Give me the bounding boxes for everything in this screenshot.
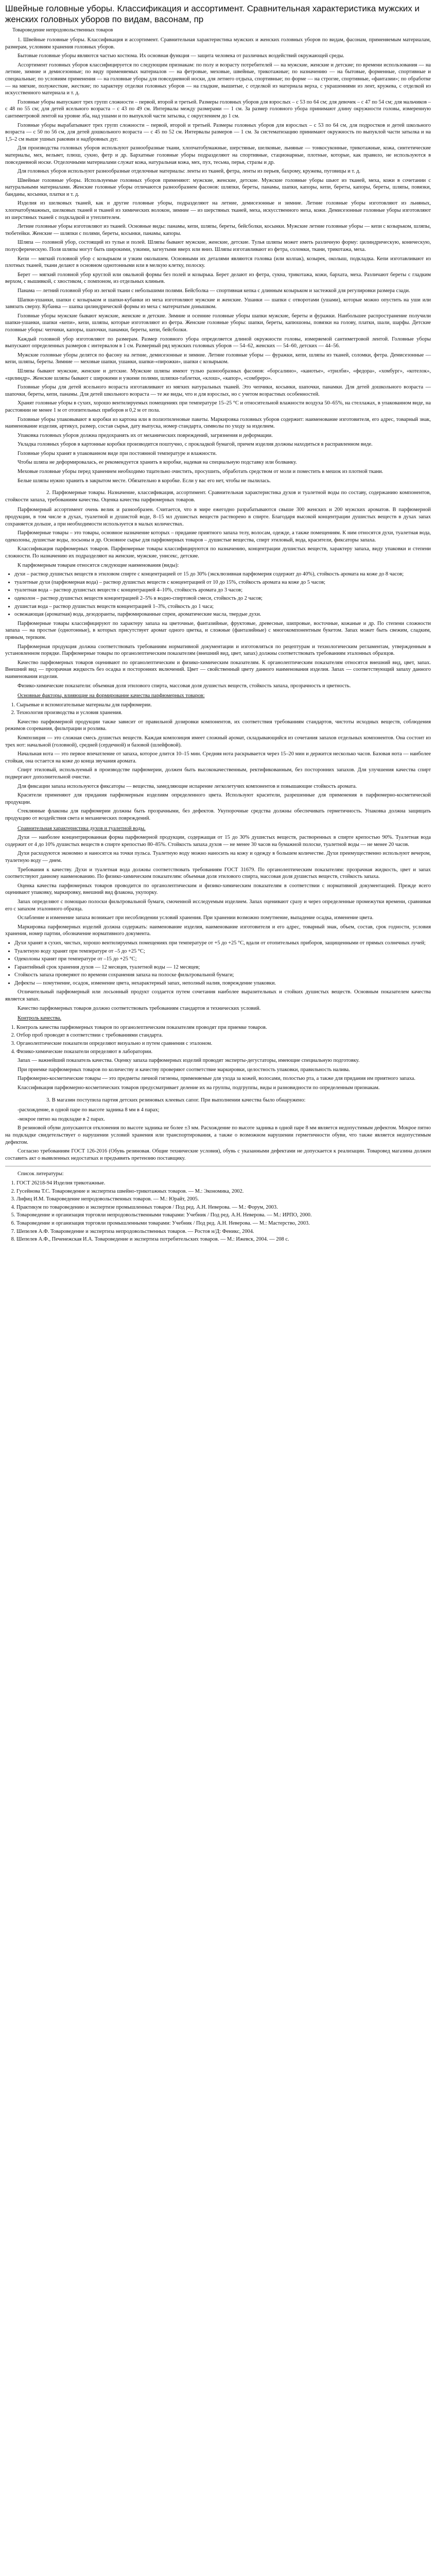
list-item: • Дефекты — помутнение, осадок, изменение цвета, нехарактерный запах, неполный налив, повреждение упаковки. <box>14 980 431 987</box>
paragraph: Физико-химические показатели: объемная доля этилового спирта, массовая доля душистых веществ, стойкость запаха, прозрачность и цветность. <box>18 683 351 689</box>
paragraph: Классификация парфюмерных товаров. Парфюмерные товары классифицируются по назначению, концентрации душистых веществ, характеру запаха, виду упаковки и степени сложности. По назначению их подразделяют на женские, мужские, унисекс, детские. <box>5 546 431 559</box>
paragraph: Ослабление и изменение запаха возникает при несоблюдении условий хранения. При хранении возможно помутнение, выпадение осадка, изменение цвета. <box>18 915 374 921</box>
paragraph: -мокрое пятно на подкладке в 2 парах. <box>18 1116 105 1122</box>
paragraph: Белые шляпы нужно хранить в закрытом месте. Обязательно в коробке. Если у вас его нет, чтобы не пылилась. <box>18 478 271 484</box>
paragraph: Бытовые головные уборы являются частью костюма. Их основная функция — защита человека от различных воздействий окружающей среды. <box>18 53 344 59</box>
list-item: 4. Практикум по товароведению и экспертизе промышленных товаров / Под ред. А.Н. Неверова. — М.: Форум, 2003. <box>16 1204 431 1211</box>
paragraph: Качество парфюмерных товаров должно соответствовать требованиям стандартов и технических условий. <box>18 1005 261 1011</box>
paragraph: Парфюмерные товары – это товары, основное назначение которых – придание приятного запаха телу, волосам, одежде, а также помещениям. К ним относятся духи, туалетная вода, одеколоны, душистые воды, лосьоны и др. Основное сырье для парфюмерных товаров – душистые вещества, спирт этиловый, вода, красители, фиксаторы запаха. <box>5 530 431 543</box>
paragraph: Духи — наиболее концентрированная форма парфюмерной продукции, содержащая от 15 до 30% душистых веществ, растворенных в спирте крепостью 90%. Туалетная вода содержит от 4 до 10% душистых веществ в спирте крепостью 80–85%. Стойкость запаха духов — не менее 30 часов на бумажной полоске, туалетной воды — не менее 20 часов. <box>5 835 431 848</box>
list-item: 5. Товароведение и организация торговли непродовольственными товарами: Учебник / Под ред. А.Н. Неверова. — М.: ИРПО, 2000. <box>16 1212 431 1219</box>
paragraph: Головные уборы мужские бывают мужские, женские и детские. Зимние и осенние головные уборы шапки мужские, береты и фуражки. Наибольшее распространение получили шапки-ушанки, шапки «кепи», кепи, шляпы, которые изготовляют из фетра. Женские головные уборы: шапки, береты, капюшоны, повязки на голову, платки, шали, шарфы. Детские головные уборы: чепчики, капоры, шапочки, панамки, береты, кепи, бейсболки. <box>5 313 431 333</box>
paragraph: Стеклянные флаконы для парфюмерии должны быть прозрачными, без дефектов. Укупорочные средства должны обеспечивать герметичность. Упаковка должна защищать продукцию от воздействия света и механических повреждений. <box>5 808 431 821</box>
list-item: • Одеколоны хранят при температуре от –15 до +25 °С; <box>14 956 431 963</box>
list-item: • Гарантийный срок хранения духов — 12 месяцев, туалетной воды — 12 месяцев; <box>14 964 431 971</box>
list-item: • освежающая (ароматная) вода, дезодоранты, парфюмированные спреи, ароматические масла, твердые духи. <box>14 611 431 618</box>
paragraph: Маркировка парфюмерных изделий должна содержать: наименование изделия, наименование изготовителя и его адрес, товарный знак, объем, состав, срок годности, условия хранения, номер партии, обозначение нормативного документа. <box>5 924 431 937</box>
document-title: Швейные головные уборы. Классификация и ассортимент. Сравнительная характеристика мужских и женских головных уборов по видам, васонам, пр <box>5 4 420 24</box>
list-item: • Стойкость запаха проверяют по времени сохранения запаха на полоске фильтровальной бумаги; <box>14 972 431 979</box>
paragraph: Шляпа — головной убор, состоящий из тульи и полей. Шляпы бывают мужские, женские, детские. Тулья шляпы может иметь различную форму: цилиндрическую, коническую, полусферическую. Поля шляпы могут быть широкими, узкими, загнутыми вверх или вниз. Шляпы изготавливают из фетра, соломки, ткани, трикотажа, меха. <box>5 240 431 253</box>
numbered-list <box>5 1024 431 1055</box>
section-heading: Основные факторы, влияющие на формирование качества парфюмерных товаров: <box>18 693 205 699</box>
paragraph: Головные уборы для детей ясельного возраста изготавливают из мягких натуральных тканей. Это чепчики, косынки, шапочки, панамки. Для детей дошкольного возраста — шапочки, береты, кепи, панамы. Для детей школьного возраста — те же виды, что и для взрослых, но с учетом возрастных особенностей. <box>5 384 431 397</box>
list-item: • Духи хранят в сухих, чистых, хорошо вентилируемых помещениях при температуре от +5 до +25 °С, вдали от отопительных приборов, защищенными от прямых солнечных лучей; <box>14 940 431 947</box>
paragraph: Спирт этиловый, используемый в производстве парфюмерии, должен быть высококачественным, ректификованным, без посторонних запахов. Для улучшения качества спирт подвергают дополнительной очистке. <box>5 767 431 781</box>
document-body <box>5 37 431 1243</box>
paragraph: Парфюмерная продукция должна соответствовать требованиям нормативной документации и изготовляться по рецептурам и технологическим регламентам, утвержденным в установленном порядке. Парфюмерные товары по органолептическим показателям (внешний вид, цвет, запах) должны соответствовать требованиям эталонных образцов. <box>5 643 431 657</box>
paragraph: Отличительный парфюмерный или лосьонный продукт создается путем сочетания наиболее выразительных и стойких душистых веществ. Основным показателем качества является запах. <box>5 989 431 1003</box>
paragraph: Для фиксации запаха используются фиксаторы — вещества, замедляющие испарение легколетучих компонентов и повышающие стойкость аромата. <box>18 783 357 789</box>
paragraph: Парфюмерные товары классифицируют по характеру запаха на цветочные, фантазийные, фруктовые, древесные, шипровые, восточные, кожаные и др. По степени сложности запаха — на простые (однотонные), в которых присутствует аромат одного цветка, и сложные (фантазийные) с многокомпонентным букетом. Запах может быть свежим, сладким, пряным, терпким. <box>5 620 431 640</box>
paragraph: Для головных уборов используют разнообразные отделочные материалы: ленты из тканей, фетра, ленты из перьев, бахрому, кружева, пуговицы и т. д. <box>18 168 361 175</box>
paragraph: Парфюмерно-косметические товары — это предметы личной гигиены, применяемые для ухода за кожей, волосами, полостью рта, а также для придания им приятного запаха. <box>18 1076 415 1082</box>
list-item: 2. Гусейнова Т.С. Товароведение и экспертиза швейно-трикотажных товаров. — М.: Экономика, 2002. <box>16 1188 431 1195</box>
list-item: • туалетная вода – раствор душистых веществ с концентрацией 4–10%, стойкость аромата до 3 часов; <box>14 587 431 594</box>
numbered-list <box>5 702 431 717</box>
paragraph: Парфюмерный ассортимент очень велик и разнообразен. Считается, что в мире ежегодно разрабатываются свыше 300 женских и 200 мужских ароматов. В парфюмерной продукции, в том числе в духах, туалетной и душистой воде, 8–15 мл душистых веществ растворено в спирте. Благодаря высокой концентрации душистых веществ в духах запах сохраняется дольше, а при необходимости используется в малых количествах. <box>5 507 431 527</box>
paragraph: Запах — важнейший показатель качества. Оценку запаха парфюмерных изделий проводят эксперты-дегустаторы, имеющие специальную подготовку. <box>18 1058 360 1064</box>
paragraph: Композиция — это сложная смесь душистых веществ. Каждая композиция имеет сложный аромат, складывающийся из сочетания запахов отдельных компонентов. Она состоит из трех нот: начальной (головной), средней (сердечной) и базовой (шлейфовой). <box>5 735 431 748</box>
paragraph: Чтобы шляпа не деформировалась, ее рекомендуется хранить в коробке, надевая на специальную подставку или болванку. <box>18 460 297 466</box>
document-page <box>0 0 436 1256</box>
list-item: 2. Отбор проб проводят в соответствии с требованиями стандарта. <box>16 1032 431 1039</box>
list-item: • душистая вода – раствор душистых веществ концентрацией 1–3%, стойкость до 1 часа; <box>14 603 431 611</box>
list-item: 6. Товароведение и организация торговли промышленными товарами: Учебник / Под ред. А.Н. Неверова. — М.: Мастерство, 2003. <box>16 1220 431 1227</box>
list-item: 2. Технология производства и условия хранения. <box>16 709 431 717</box>
paragraph: Шапки-ушанки, шапки с козырьком и шапки-кубанки из меха изготовляют мужские и женские. Ушанки — шапки с отворотами (ушами), которые можно опустить на уши или завязать сверху. Кубанка — шапка цилиндрической формы из меха с матерчатым донышком. <box>5 297 431 310</box>
paragraph: Упаковка головных уборов должна предохранять их от механических повреждений, загрязнения и деформации. <box>18 432 273 438</box>
document-subtitle: Товароведение непродовольственных товаров <box>12 27 113 33</box>
list-item: 8. Шепелев А.Ф., Печенежская И.А. Товароведение и экспертиза потребительских товаров. — М.: Ижевск, 2004. — 208 с. <box>16 1236 431 1243</box>
paragraph: В резиновой обуви допускаются отклонения по высоте задника не более ±3 мм. Расхождение по высоте задника в одной паре 8 мм является недопустимым дефектом. Мокрое пятно на подкладке свидетельствует о нарушении условий хранения или транспортирования, а также о возможном нарушении герметичности обуви, что также является недопустимым дефектом. <box>5 1125 431 1145</box>
paragraph: К парфюмерным товарам относятся следующие наименования (виды): <box>18 562 179 568</box>
list-item: • Туалетную воду хранят при температуре от –5 до +25 °С; <box>14 948 431 955</box>
list-item: 3. Лифиц И.М. Товароведение непродовольственных товаров. — М.: Юрайт, 2005. <box>16 1196 431 1203</box>
paragraph: Головные уборы вырабатывают трех групп сложности – первой, второй и третьей. Размеры головных уборов для взрослых – с 53 по 64 см, для подростков и детей школьного возраста — с 50 по 56 см, для детей дошкольного возраста — с 45 по 52 см. Интервалы размеров — 1 см. За систематизацию принимают окружность по выпуклой части затылка и на 1,5–2 см выше ушных раковин и надбровных дуг. <box>5 122 431 142</box>
list-item: • туалетные духи (парфюмерная вода) – раствор душистых веществ с концентрацией от 10 до 15%, стойкость аромата на коже до 5 часов; <box>14 579 431 586</box>
paragraph: Духи расходуются экономно и наносятся на точки пульса. Туалетную воду можно наносить на кожу и одежду в большем количестве. Духи преимущественно используют вечером, туалетную воду — днем. <box>5 851 431 863</box>
list-item: 1. ГОСТ 26218-94 Изделия трикотажные. <box>16 1180 431 1187</box>
paragraph: Мужские головные уборы делятся по фасону на летние, демисезонные и зимние. Летние головные уборы — фуражки, кепи, шляпы из тканей, соломки, фетра. Демисезонные — кепи, шляпы, береты. Зимние — меховые шапки, ушанки, шапки-«пирожки», шапки с козырьком. <box>5 352 431 365</box>
paragraph: Список литературы: <box>18 1171 64 1177</box>
paragraph: Для производства головных уборов используют разнообразные ткани, хлопчатобумажные, шерстяные, шелковые, льняные — тонкосуконные, трикотажные, кожа, синтетические материалы, мех, вельвет, плюш, сукно, фетр и др. Бархатные головные уборы подразделяют на спортивные, стационарные, плотные, которые, как правило, не используются в повседневной носке. Отделочными материалами служат кожа, натуральная кожа, мех, пух, тесьма, перья, стразы и др. <box>5 145 431 165</box>
list-item: 3. Органолептические показатели определяют визуально и путем сравнения с эталоном. <box>16 1040 431 1047</box>
list-item: 4. Физико-химические показатели определяют в лаборатории. <box>16 1048 431 1056</box>
paragraph: Качество парфюмерных товаров оценивают по органолептическим и физико-химическим показателям. К органолептическим показателям относятся внешний вид, цвет, запах. Внешний вид — прозрачная жидкость без осадка и посторонних включений. Цвет — свойственный цвету данного наименования изделия. Запах — соответствующий запаху данного наименования изделия. <box>5 659 431 680</box>
paragraph: Кепи — мягкий головной убор с козырьком и узким околышем. Основными их деталями являются головка (или колпак), козырек, околыш, подкладка. Кепи изготавливают из плотных тканей, ткани делают в основном однотонными или в мелкую клетку, полоску. <box>5 256 431 269</box>
paragraph: Изделия из шелковых тканей, как и другие головные уборы, подразделяют на летние, демисезонные и зимние. Летние головные уборы изготовляют из льняных, хлопчатобумажных, шелковых тканей и тканей из химических волокон, зимние — из шерстяных тканей, меха, искусственного меха, кожи. Демисезонные головные уборы изготовляют из шерстяных тканей с подкладкой и утеплителем. <box>5 200 431 221</box>
paragraph: Летние головные уборы изготовляют из тканей. Основные виды: панамы, кепи, шляпы, береты, бейсболки, косынки. Мужские летние головные уборы — кепи с козырьком, шляпы, тюбетейки. Женские — шляпки с полями, береты, косынки, панамы, капоры. <box>5 224 431 236</box>
list-item: • одеколон – раствор душистых веществ концентрацией 2–5% в водно-спиртовой смеси, стойкость до 2 часов; <box>14 595 431 602</box>
section-heading: 3. В магазин поступила партия детских резиновых клеевых сапог. При выполнении качества было обнаружено: <box>46 1097 306 1103</box>
paragraph: Каждый головной убор изготовляют по размерам. Размер головного убора определяется длиной окружности головы, измеряемой сантиметровой лентой. Головные уборы выпускают определенных размеров с интервалом в 1 см. Размерный ряд мужских головных уборов — 54–62, женских — 54–60, детских — 44–56. <box>5 336 431 349</box>
paragraph: -расхождение, в одной паре по высоте задника 8 мм в 4 парах; <box>18 1107 160 1113</box>
paragraph: Панама — летний головной убор из легкой ткани с небольшими полями. Бейсболка — спортивная кепка с длинным козырьком и застежкой для регулировки размера сзади. <box>18 288 410 294</box>
paragraph: Оценка качества парфюмерных товаров проводится по органолептическим и физико-химическим показателям в соответствии с нормативной документацией. Прежде всего оценивают упаковку, маркировку, внешний вид флакона, укупорку. <box>5 883 431 896</box>
list-item: 7. Шепелев А.Ф. Товароведение и экспертиза непродовольственных товаров. — Ростов н/Д: Феникс, 2004. <box>16 1228 431 1235</box>
section-heading: Контроль качества. <box>18 1015 61 1022</box>
paragraph: Хранят головные уборы в сухих, хорошо вентилируемых помещениях при температуре 15–25 °С и относительной влажности воздуха 50–65%, на стеллажах, в упакованном виде, на расстоянии не менее 1 м от отопительных приборов и 0,2 м от пола. <box>5 400 431 413</box>
paragraph: Головные уборы упаковывают в коробки из картона или в полиэтиленовые пакеты. Маркировка головных уборов содержит: наименование изготовителя, его адрес, товарный знак, наименование изделия, артикул, размер, состав сырья, дату выпуска, номер стандарта, символы по уходу за изделием. <box>5 416 431 430</box>
bullet-list <box>5 571 431 618</box>
bullet-list <box>5 940 431 987</box>
list-item: 1. Сырьевые и вспомогательные материалы для парфюмерии. <box>16 702 431 709</box>
paragraph: Качество парфюмерной продукции также зависит от правильной дозировки компонентов, их соответствия требованиям стандартов, чистоты исходных веществ, соблюдения режимов созревания, фильтрации и розлива. <box>5 719 431 732</box>
section-heading: Сравнительная характеристика духов и туалетной воды. <box>18 825 146 832</box>
paragraph: Красители применяют для придания парфюмерным изделиям определенного цвета. Используют красители, разрешенные для применения в парфюмерно-косметической продукции. <box>5 792 431 805</box>
paragraph: Берет — мягкий головной убор круглой или овальной формы без полей и козырька. Берет делают из фетра, сукна, трикотажа, кожи, бархата, меха. Различают береты с гладким верхом, с вышивкой, с хвостиком, с помпоном, из отдельных клиньев. <box>5 272 431 285</box>
paragraph: Классификация парфюмерно-косметических товаров предусматривает деление их на группы, подгруппы, виды и разновидности по определенным признакам. <box>18 1085 380 1091</box>
section-heading: 2. Парфюмерные товары. Назначение, классификация, ассортимент. Сравнительная характеристика духов и туалетной воды по составу, содержанию компонентов, стойкости запаха, требованиям качества. Оценка качества парфюмерных товаров. <box>5 490 431 503</box>
paragraph: Согласно требованиям ГОСТ 126-2016 (Обувь резиновая. Общие технические условия), обувь с указанными дефектами не допускается к реализации. Товаровед магазина должен составить акт о выявленных недостатках и предъявить претензию поставщику. <box>5 1148 431 1161</box>
paragraph: Ассортимент головных уборов классифицируется по следующим признакам: по полу и возрасту потребителей — на мужские, женские и детские; по времени использования — на летние, зимние и демисезонные; по виду применяемых материалов — на фетровые, меховые, швейные, трикотажные; по назначению — на бытовые, форменные, спортивные и специальные; по условиям применения — на головные уборы для повседневной носки, для летнего отдыха, спортивные; по форме — на строгие, спортивные, «фантазии»; по обработке — на мягкие, полужесткие, жесткие; по характеру отделки головных уборов — на гладкие, вышитые, с отделкой из материала верха, с украшениями из лент, кружева, с отделкой из искусственного материала и т. д. <box>5 62 431 96</box>
numbered-list <box>5 1180 431 1243</box>
paragraph: Шляпы бывают мужские, женские и детские. Мужские шляпы имеют тулью разнообразных фасонов: «борсалино», «канотье», «трилби», «федора», «хомбург», «котелок», «цилиндр». Женские шляпы бывают с широкими и узкими полями, шляпки-таблетки, «клош», «капор», «сомбреро». <box>5 368 431 381</box>
list-item: • духи – раствор душистых веществ в этиловом спирте с концентрацией от 15 до 30% (эксклюзивная парфюмерия содержит до 40%), стойкость аромата на коже до 8 часов; <box>14 571 431 578</box>
list-item: 1. Контроль качества парфюмерных товаров по органолептическим показателям проводят при приемке товаров. <box>16 1024 431 1031</box>
paragraph: Швейные головные уборы. Используемые головных уборов применяют: мужские, женские, детские. Мужские головные уборы шьют из тканей, меха, кожи в сочетании с натуральными материалами. Женские головные уборы отличаются разнообразием фасонов: шляпки, береты, панамы, шапки, капоры, кепи, береты, капоры, береты, шляпы, повязки, банданы, косынки, платки и т. д. <box>5 177 431 197</box>
paragraph: Начальная нота — это первое впечатление от запаха, которое длится 10–15 мин. Средняя нота раскрывается через 15–20 мин и держится несколько часов. Базовая нота — наиболее стойкая, она остается на коже до конца звучания аромата. <box>5 751 431 764</box>
paragraph: Головные уборы выпускают трех групп сложности – первой, второй и третьей. Размеры головных уборов для взрослых – с 53 по 64 см; для девочек – с 47 по 54 см; для мальчиков – с 48 по 55 см; для детей ясельного возраста – с 43 по 49 см. Интервалы между размерами — 1 см. За размер головного убора принимают длину окружности головы, измеренную сантиметровой лентой на уровне лба, над ушами и по выпуклой части затылка, с округлением до 1 см. <box>5 99 431 119</box>
paragraph: При приемке парфюмерных товаров по количеству и качеству проверяют соответствие маркировки, целостность упаковки, правильность налива. <box>18 1066 350 1073</box>
paragraph: 1. Швейные головные уборы. Классификация и ассортимент. Сравнительная характеристика мужских и женских головных уборов по видам, фасонам, применяемым материалам, размерам, условиям хранения головных уборов. <box>5 37 431 50</box>
paragraph: Меховые головные уборы перед хранением необходимо тщательно очистить, просушить, обработать средством от моли и поместить в мешок из плотной ткани. <box>18 469 383 475</box>
paragraph: Головные уборы хранят в упакованном виде при постоянной температуре и влажности. <box>18 450 217 456</box>
paragraph: Укладка головных уборов в картонные коробки производится поштучно, с прокладкой бумагой, причем изделия должны находиться в расправленном виде. <box>18 442 373 448</box>
paragraph: Запах определяют с помощью полоски фильтровальной бумаги, смоченной исследуемым изделием. Запах оценивают сразу и через определенные промежутки времени, сравнивая его с запахом эталонного образца. <box>5 899 431 912</box>
paragraph: Требования к качеству. Духи и туалетная вода должны соответствовать требованиям ГОСТ 31679. По органолептическим показателям: прозрачная жидкость, цвет и запах соответствуют данному наименованию. По физико-химическим показателям: объемная доля этилового спирта, массовая доля душистых веществ, стойкость запаха. <box>5 867 431 880</box>
